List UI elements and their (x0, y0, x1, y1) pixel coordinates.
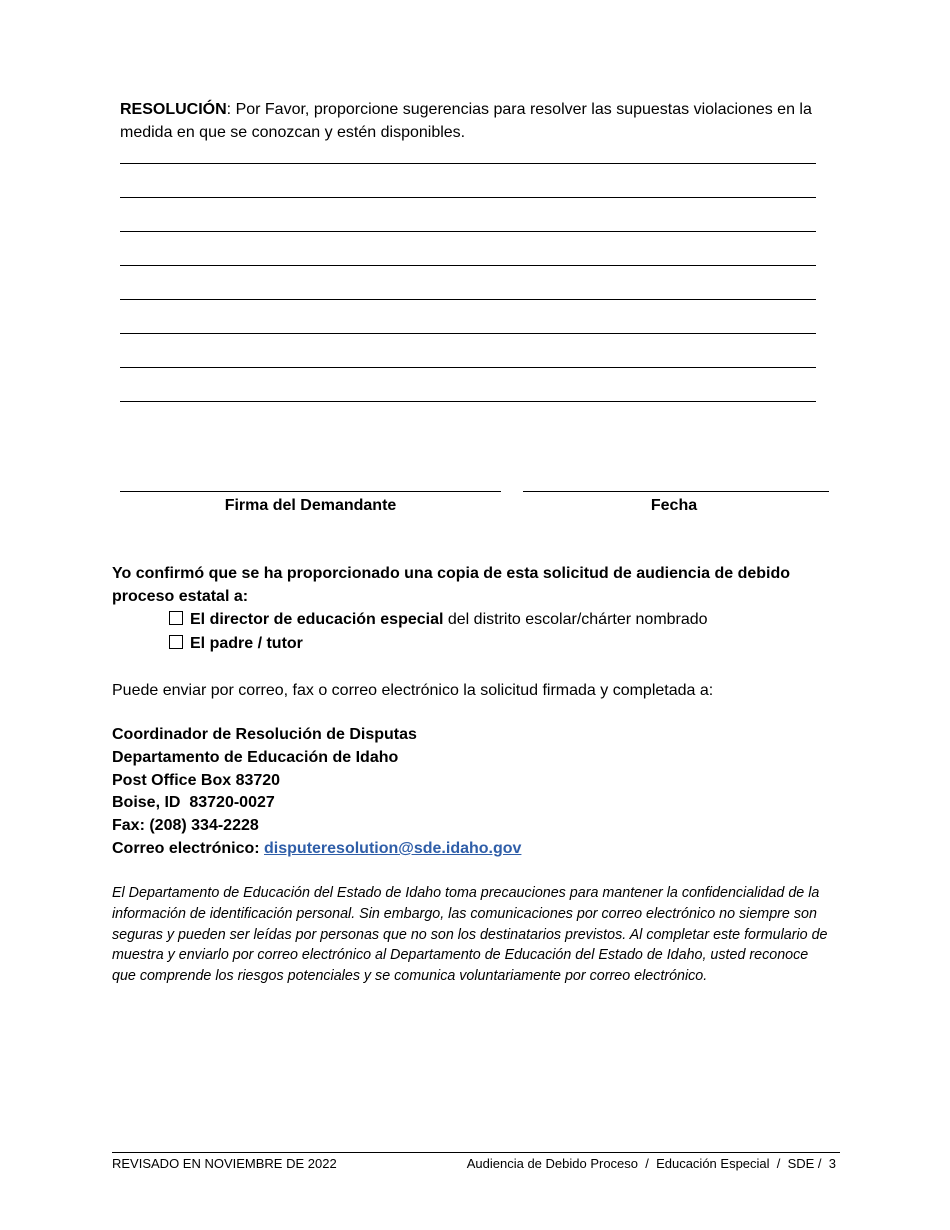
resolution-answer-line-5[interactable] (120, 299, 816, 300)
send-instructions: Puede enviar por correo, fax o correo electrónico la solicitud firmada y completada a: (112, 682, 714, 699)
claimant-signature-line[interactable] (120, 491, 501, 492)
resolution-prompt (120, 98, 830, 144)
resolution-answer-line-2[interactable] (120, 197, 816, 198)
confirmation-statement: Yo confirmó que se ha proporcionado una copia de esta solicitud de audiencia de debido proceso estatal a: (112, 565, 791, 605)
email-link[interactable]: disputeresolution@sde.idaho.gov (264, 839, 522, 857)
date-line[interactable] (523, 491, 829, 492)
checkbox-row-director (169, 608, 708, 631)
footer-divider (112, 1152, 840, 1153)
privacy-notice: El Departamento de Educación del Estado de Idaho toma precauciones para mantener la confidencialidad de la información de identificación personal. Sin embargo, las comunicaciones por correo electrónico no siempre son seguras y pueden ser leídas por personas que no son los destinatarios previstos. Al completar este formulario de muestra y enviarlo por correo electrónico al Departamento de Educación del Estado de Idaho, usted reconoce que comprende los riesgos potenciales y se comunica voluntariamente por correo electrónico. (112, 885, 828, 985)
date-label: Fecha (650, 497, 698, 514)
address-line-1: Coordinador de Resolución de Disputas (112, 726, 417, 743)
director-checkbox[interactable] (169, 611, 183, 625)
address-line-5: Fax: (208) 334-2228 (112, 817, 259, 835)
claimant-signature-label: Firma del Demandante (224, 497, 397, 514)
resolution-answer-line-7[interactable] (120, 367, 816, 368)
resolution-answer-line-6[interactable] (120, 333, 816, 334)
mailing-address (112, 724, 521, 861)
resolution-answer-line-4[interactable] (120, 265, 816, 266)
address-line-4: Boise, ID 83720-0027 (112, 794, 275, 812)
parent-option-bold: El padre / tutor (190, 635, 303, 652)
resolution-answer-line-1[interactable] (120, 163, 816, 164)
director-option-bold: El director de educación especial (190, 611, 444, 628)
resolution-label: RESOLUCIÓN (120, 101, 227, 118)
email-label: Correo electrónico: (112, 839, 265, 857)
resolution-answer-line-3[interactable] (120, 231, 816, 232)
footer-page-info: Audiencia de Debido Proceso / Educación Especial / SDE / 3 (466, 1156, 836, 1171)
footer-revision: REVISADO EN NOVIEMBRE DE 2022 (112, 1156, 337, 1171)
director-option-rest: del distrito escolar/chárter nombrado (443, 611, 708, 628)
resolution-answer-line-8[interactable] (120, 401, 816, 402)
address-line-2: Departamento de Educación de Idaho (112, 748, 399, 766)
address-line-3: Post Office Box 83720 (112, 771, 281, 789)
resolution-text: : Por Favor, proporcione sugerencias para resolver las supuestas violaciones en la medida en que se conozcan y estén disponibles. (120, 101, 812, 141)
checkbox-row-parent (169, 632, 303, 655)
email-row (112, 838, 521, 861)
parent-checkbox[interactable] (169, 635, 183, 649)
